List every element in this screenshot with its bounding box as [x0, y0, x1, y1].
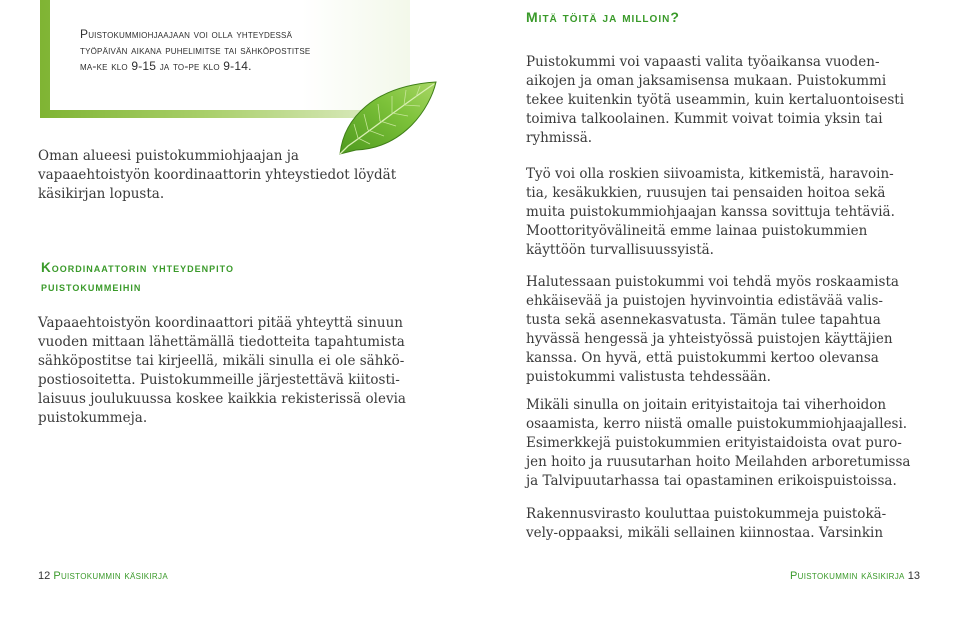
text-line: hyvässä hengessä ja yhteistyössä puistojen käyttäjien [526, 331, 893, 347]
text-line: toimiva talkoolainen. Kummit voivat toimia yksin tai [526, 111, 883, 127]
text-line: postiosoitetta. Puistokummeille järjestettävä kiitosti- [38, 372, 400, 388]
text-line: Halutessaan puistokummi voi tehdä myös roskaamista [526, 274, 899, 290]
heading-line: Koordinaattorin yhteydenpito [41, 260, 235, 275]
text-line: aikojen ja oman jaksamisensa mukaan. Puistokummi [526, 73, 887, 89]
text-line: laisuus joulukuussa koskee kaikkia rekisterissä olevia [38, 391, 406, 407]
text-line: tekee kuitenkin työtä useammin, kuin kertaluontoisesti [526, 92, 905, 108]
contact-info-text [80, 26, 400, 74]
paragraph-special-skills [526, 396, 936, 491]
intro-paragraph [38, 147, 408, 204]
running-title: Puistokummin käsikirja [790, 570, 905, 582]
text-line: Oman alueesi puistokummiohjaajan ja [38, 148, 299, 164]
text-line: jen hoito ja ruusutarhan hoito Meilahden arboretumissa [526, 454, 911, 470]
text-line: Rakennusvirasto kouluttaa puistokummeja puistokä- [526, 506, 887, 522]
footer-left [38, 570, 168, 582]
text-line: sähköpostitse tai kirjeellä, mikäli sinulla ei ole sähkö- [38, 353, 405, 369]
footer-right [790, 570, 920, 582]
text-line: vapaaehtoistyön koordinaattorin yhteystiedot löydät [38, 167, 397, 183]
contact-info-line: Puistokummiohjaajaan voi olla yhteydessä [80, 27, 293, 41]
text-line: käyttöön turvallisuussyistä. [526, 242, 714, 258]
text-line: osaamista, kerro niistä omalle puistokummiohjaajallesi. [526, 416, 908, 432]
text-line: käsikirjan lopusta. [38, 186, 165, 202]
section-heading-what-when: Mitä töitä ja milloin? [526, 9, 680, 25]
text-line: puistokummi valistusta tehdessään. [526, 369, 771, 385]
text-line: muita puistokummiohjaajan kanssa sovittuja tehtäviä. [526, 204, 895, 220]
text-line: tia, kesäkukkien, ruusujen tai pensaiden hoitoa sekä [526, 185, 886, 201]
text-line: Mikäli sinulla on joitain erityistaitoja tai viherhoidon [526, 397, 887, 413]
text-line: vely-oppaaksi, mikäli sellainen kiinnostaa. Varsinkin [526, 525, 884, 541]
coordinator-paragraph [38, 314, 428, 428]
text-line: ryhmissä. [526, 130, 593, 146]
text-line: ehkäisevää ja puistojen hyvinvointia edistävää valis- [526, 293, 883, 309]
running-title: Puistokummin käsikirja [53, 570, 168, 582]
page-number: 13 [907, 570, 920, 582]
text-line: Esimerkkejä puistokummien erityistaidoista ovat puro- [526, 435, 902, 451]
text-line: Työ voi olla roskien siivoamista, kitkemistä, haravoin- [526, 166, 894, 182]
text-line: Puistokummi voi vapaasti valita työaikansa vuoden- [526, 54, 880, 70]
paragraph-training [526, 505, 936, 543]
text-line: kanssa. On hyvä, että puistokummi kertoo olevansa [526, 350, 879, 366]
paragraph-education [526, 273, 936, 387]
paragraph-tasks [526, 165, 936, 260]
heading-line: puistokummeihin [41, 279, 142, 294]
text-line: Moottorityövälineitä emme lainaa puistokummien [526, 223, 868, 239]
text-line: vuoden mittaan lähettämällä tiedotteita tapahtumista [38, 334, 405, 350]
text-line: Vapaaehtoistyön koordinaattori pitää yhteyttä sinuun [38, 315, 403, 331]
section-heading-coordinator [41, 258, 401, 296]
text-line: ja Talvipuutarhassa tai opastaminen erikoispuistoissa. [526, 473, 897, 489]
contact-info-line: työpäivän aikana puhelimitse tai sähköpostitse [80, 43, 311, 57]
contact-info-line: ma-ke klo 9-15 ja to-pe klo 9-14. [80, 59, 252, 73]
page-number: 12 [38, 570, 51, 582]
text-line: tusta sekä asennekasvatusta. Tämän tulee tapahtua [526, 312, 881, 328]
text-line: puistokummeja. [38, 410, 148, 426]
paragraph-working-time [526, 53, 936, 148]
